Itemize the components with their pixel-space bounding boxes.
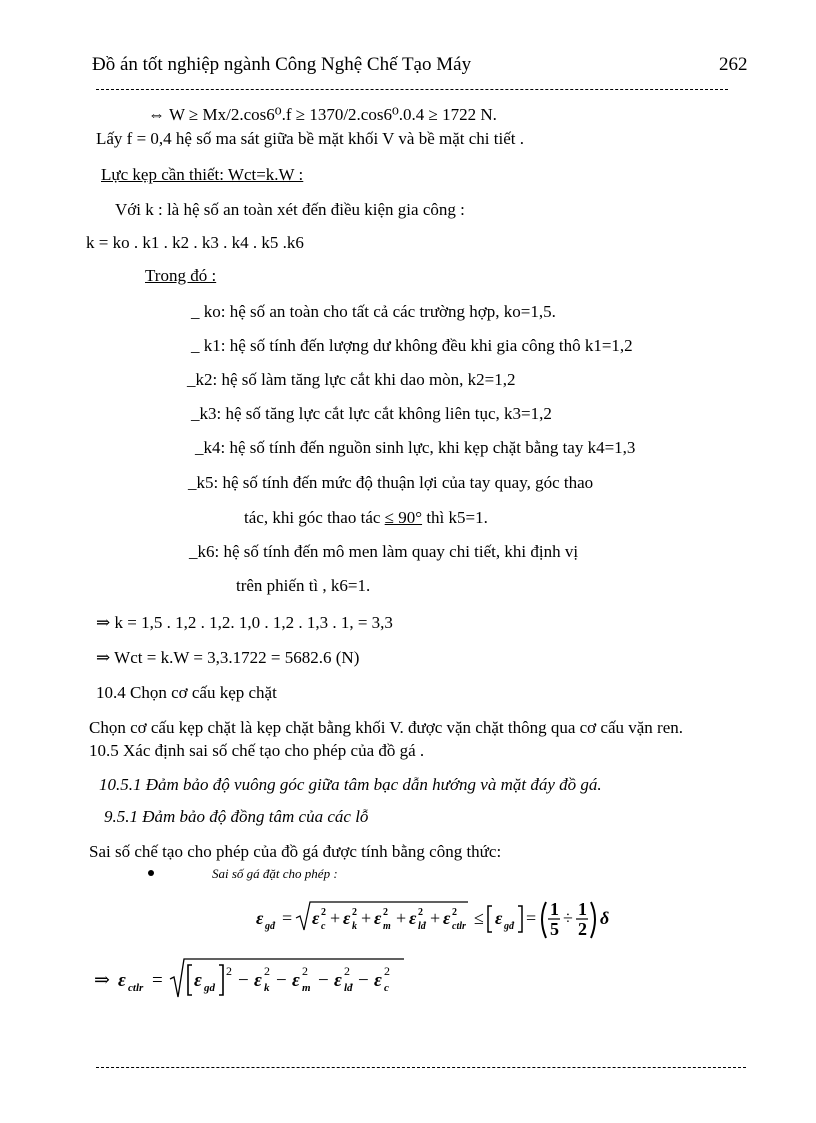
section-9-5-1-heading: 9.5.1 Đảm bảo độ đồng tâm của các lỗ — [104, 807, 369, 826]
svg-text:ε: ε — [194, 970, 202, 991]
eq2-equals: = — [152, 970, 163, 991]
bullet-label: Sai số gá đặt cho phép : — [212, 866, 338, 881]
svg-text:−: − — [358, 970, 369, 991]
document-title: Đồ án tốt nghiệp ngành Công Nghệ Chế Tạo Máy — [92, 54, 472, 75]
svg-text:ε: ε — [334, 970, 342, 991]
svg-text:2: 2 — [302, 964, 308, 978]
k-result-line: ⇒ k = 1,5 . 1,2 . 1,2. 1,0 . 1,2 . 1,3 . 1, = 3,3 — [96, 613, 393, 632]
k-intro-line: Với k : là hệ số an toàn xét đến điều kiện gia công : — [115, 200, 465, 219]
svg-text:÷: ÷ — [563, 908, 573, 928]
svg-text:ctlr: ctlr — [452, 921, 466, 932]
svg-text:2: 2 — [264, 964, 270, 978]
w-condition-line — [148, 105, 497, 125]
svg-text:2: 2 — [383, 907, 388, 918]
svg-text:gd: gd — [204, 982, 215, 994]
svg-text:ε: ε — [312, 908, 320, 928]
k5-item-line1: _k5: hệ số tính đến mức độ thuận lợi của tay quay, góc thao — [188, 473, 594, 492]
svg-text:+: + — [361, 908, 372, 928]
bullet-point — [148, 870, 154, 876]
w-result-line: ⇒ Wct = k.W = 3,3.1722 = 5682.6 (N) — [96, 648, 360, 667]
eq2-implies: ⇒ — [94, 970, 110, 991]
svg-text:1: 1 — [550, 899, 559, 919]
eq1-equals: = — [282, 908, 293, 928]
svg-text:ε: ε — [343, 908, 351, 928]
svg-text:lđ: lđ — [418, 921, 426, 932]
svg-text:−: − — [238, 970, 249, 991]
svg-text:2: 2 — [578, 919, 587, 939]
formula-allowable-error — [250, 888, 620, 948]
k4-item: _k4: hệ số tính đến nguồn sinh lực, khi kẹp chặt bằng tay k4=1,3 — [195, 438, 636, 457]
svg-text:δ: δ — [600, 908, 610, 928]
k3-item: _k3: hệ số tăng lực cắt lực cắt không liên tục, k3=1,2 — [191, 404, 552, 423]
svg-text:c: c — [321, 921, 326, 932]
section-10-4-body: Chọn cơ cấu kẹp chặt là kẹp chặt bằng khối V. được vặn chặt thông qua cơ cấu vặn ren. — [89, 718, 684, 737]
w-condition-text: ⇔ W ≥ Mx/2.cos6⁰.f ≥ 1370/2.cos6⁰.0.4 ≥ 1722 N. — [148, 105, 497, 124]
svg-text:ε: ε — [374, 970, 382, 991]
svg-text:1: 1 — [578, 899, 587, 919]
svg-text:k: k — [352, 921, 357, 932]
svg-text:c: c — [384, 982, 389, 994]
eq1-lhs-sub: gđ — [265, 921, 275, 932]
section-10-4-heading: 10.4 Chọn cơ cấu kẹp chặt — [96, 683, 277, 702]
k2-item: _k2: hệ số làm tăng lực cắt khi dao mòn, k2=1,2 — [187, 370, 516, 389]
svg-text:2: 2 — [344, 964, 350, 978]
formula-ctlr-error — [92, 953, 422, 1003]
page-number: 262 — [719, 54, 748, 75]
k0-item: _ ko: hệ số an toàn cho tất cả các trường hợp, ko=1,5. — [191, 302, 556, 321]
svg-text:2: 2 — [226, 964, 232, 978]
k1-item: _ k1: hệ số tính đến lượng dư không đều khi gia công thô k1=1,2 — [191, 336, 633, 355]
svg-text:ε: ε — [254, 970, 262, 991]
svg-text:gđ: gđ — [504, 921, 514, 932]
k5-text-pre: tác, khi góc thao tác — [244, 508, 385, 527]
svg-text:2: 2 — [418, 907, 423, 918]
svg-text:ε: ε — [443, 908, 451, 928]
k6-item-line2: trên phiến tì , k6=1. — [236, 576, 371, 595]
svg-text:2: 2 — [384, 964, 390, 978]
svg-text:2: 2 — [352, 907, 357, 918]
section-10-5-heading: 10.5 Xác định sai số chế tạo cho phép của đồ gá . — [89, 741, 425, 760]
svg-text:ε: ε — [292, 970, 300, 991]
header-divider — [96, 89, 728, 90]
where-heading: Trong đó : — [145, 266, 217, 285]
eq2-lhs: ε — [118, 970, 126, 991]
svg-text:ε: ε — [409, 908, 417, 928]
eq2-lhs-sub: ctlr — [128, 982, 144, 994]
svg-text:5: 5 — [550, 919, 559, 939]
footer-divider — [96, 1067, 746, 1068]
svg-text:−: − — [276, 970, 287, 991]
svg-text:2: 2 — [452, 907, 457, 918]
svg-text:+: + — [396, 908, 407, 928]
k5-text-post: thì k5=1. — [422, 508, 488, 527]
svg-text:lđ: lđ — [344, 982, 353, 994]
k-formula-line: k = ko . k1 . k2 . k3 . k4 . k5 .k6 — [86, 233, 304, 252]
clamp-force-heading: Lực kẹp cần thiết: Wct=k.W : — [101, 165, 304, 184]
k5-item-line2 — [244, 508, 488, 528]
svg-text:ε: ε — [374, 908, 382, 928]
svg-text:+: + — [330, 908, 341, 928]
svg-text:m: m — [383, 921, 391, 932]
k5-angle: ≤ 90° — [384, 508, 423, 527]
svg-text:m: m — [302, 982, 311, 994]
eq1-lhs: ε — [256, 908, 264, 928]
svg-text:ε: ε — [495, 908, 503, 928]
section-10-5-1-heading: 10.5.1 Đảm bảo độ vuông góc giữa tâm bạc dẫn hướng và mặt đáy đồ gá. — [99, 775, 602, 794]
svg-text:k: k — [264, 982, 270, 994]
svg-text:+: + — [430, 908, 441, 928]
error-intro-line: Sai số chế tạo cho phép của đồ gá được tính bằng công thức: — [89, 842, 502, 861]
svg-text:−: − — [318, 970, 329, 991]
svg-text:=: = — [526, 908, 537, 928]
friction-line: Lấy f = 0,4 hệ số ma sát giữa bề mặt khối V và bề mặt chi tiết . — [96, 129, 524, 148]
k6-item-line1: _k6: hệ số tính đến mô men làm quay chi tiết, khi định vị — [189, 542, 579, 561]
svg-text:2: 2 — [321, 907, 326, 918]
svg-text:≤: ≤ — [474, 908, 484, 928]
